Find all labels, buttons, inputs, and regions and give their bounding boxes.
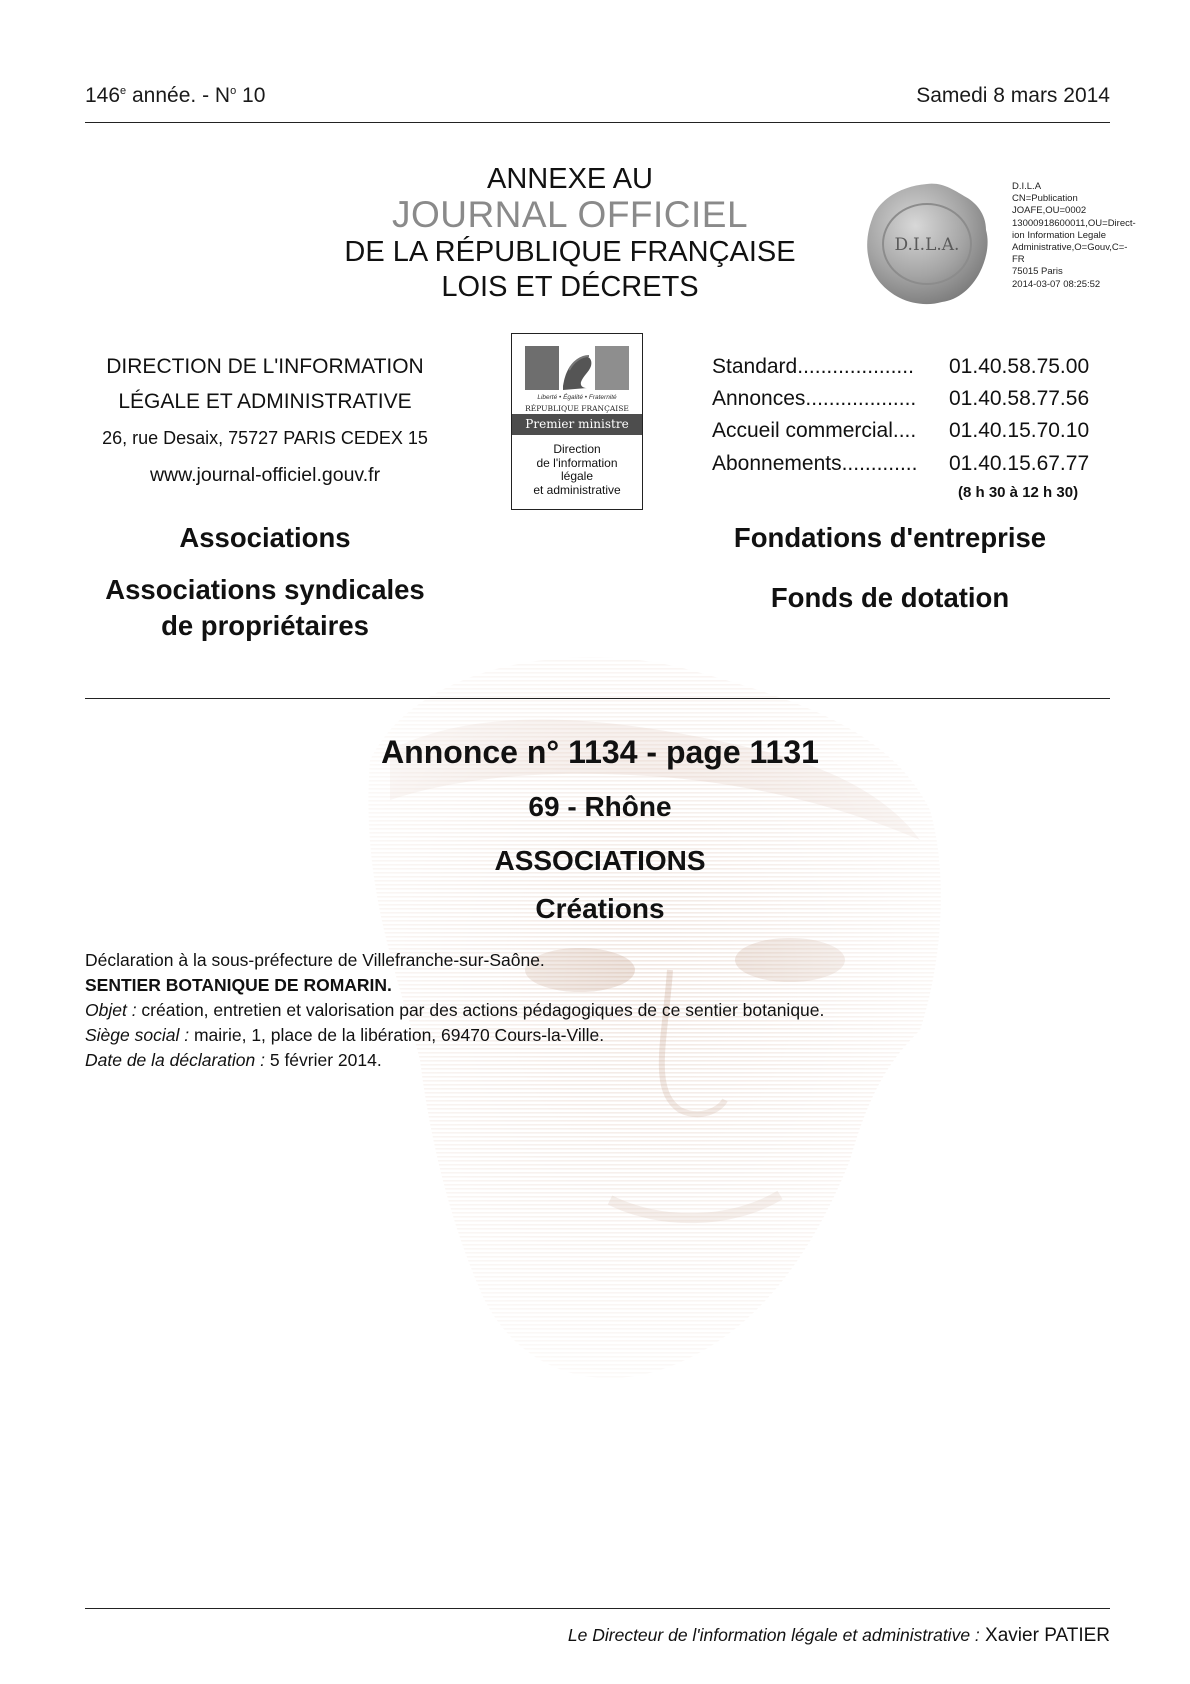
announcement-subcategory: Créations	[535, 893, 665, 924]
date-declaration-line	[85, 1050, 382, 1071]
seal-text-line: D.I.L.A	[1012, 181, 1042, 192]
seal-text-line: ion Information Legale	[1012, 229, 1107, 241]
dila-seal-icon	[862, 178, 992, 308]
association-name: SENTIER BOTANIQUE DE ROMARIN.	[85, 975, 392, 995]
direction-line2: LÉGALE ET ADMINISTRATIVE	[118, 390, 412, 413]
seal-text-line: FR	[1012, 254, 1025, 266]
issue-number: 10	[236, 84, 266, 107]
contact-dots: .............	[841, 452, 918, 475]
direction-address: 26, rue Desaix, 75727 PARIS CEDEX 15	[102, 428, 428, 448]
siege-label: Siège social :	[85, 1025, 190, 1045]
number-suffix: o	[230, 85, 237, 97]
contact-abonnements	[712, 452, 1090, 476]
logo-motto: Liberté • Égalité • Fraternité	[537, 394, 617, 401]
contact-annonces	[712, 387, 1090, 411]
contact-dots: ....	[892, 419, 917, 442]
year-suffix: e	[120, 85, 127, 97]
issue-info	[85, 84, 265, 108]
seal-label: D.I.L.A.	[894, 235, 960, 255]
contact-accueil	[712, 419, 1090, 443]
seal-text-line: 13000918600011,OU=Direct-	[1012, 217, 1136, 229]
section-divider	[85, 698, 1110, 699]
contact-number: 01.40.15.70.10	[949, 419, 1090, 442]
director-name: Xavier PATIER	[979, 1625, 1110, 1646]
siege-text: mairie, 1, place de la libération, 69470 Cours-la-Ville.	[189, 1025, 605, 1045]
seal-text-line: Administrative,O=Gouv,C=-	[1012, 242, 1128, 254]
logo-line: de l'information	[536, 455, 618, 470]
objet-text: création, entretien et valorisation par des actions pédagogiques de ce sentier botanique.	[136, 1000, 825, 1020]
seal-text-line: CN=Publication	[1012, 193, 1078, 205]
contact-dots: ....................	[797, 355, 914, 378]
objet-line	[85, 1000, 824, 1021]
title-annexe: ANNEXE AU	[487, 163, 653, 195]
section-fonds-dotation: Fonds de dotation	[770, 582, 1010, 613]
section-associations-syndicales: Associations syndicales	[105, 574, 425, 605]
contact-label: Annonces	[712, 387, 806, 410]
section-fondations: Fondations d'entreprise	[733, 522, 1047, 553]
contact-number: 01.40.58.75.00	[949, 355, 1090, 378]
section-associations: Associations	[179, 522, 351, 553]
contact-standard	[712, 355, 1090, 379]
title-journal-officiel: JOURNAL OFFICIEL	[391, 194, 749, 235]
contact-label: Abonnements	[712, 452, 842, 475]
logo-line: Direction	[553, 442, 601, 456]
website-link[interactable]: www.journal-officiel.gouv.fr	[149, 464, 381, 486]
direction-line1: DIRECTION DE L'INFORMATION	[106, 355, 424, 378]
section-proprietaires: de propriétaires	[161, 610, 369, 641]
date-declaration-text: 5 février 2014.	[264, 1050, 382, 1070]
announcement-number: Annonce n° 1134 - page 1131	[381, 734, 819, 770]
footer-label: Le Directeur de l'information légale et administrative :	[567, 1625, 980, 1645]
header-divider	[85, 122, 1110, 123]
logo-direction-text	[512, 443, 642, 497]
contact-label: Standard	[712, 355, 798, 378]
issue-date: Samedi 8 mars 2014	[916, 84, 1110, 107]
footer-signature	[568, 1625, 1110, 1647]
title-lois-decrets: LOIS ET DÉCRETS	[441, 271, 699, 303]
marianne-logo-icon	[525, 346, 629, 390]
logo-line: et administrative	[533, 482, 621, 497]
year-label: année. - N	[126, 84, 231, 107]
contact-dots: ...................	[805, 387, 917, 410]
date-declaration-label: Date de la déclaration :	[85, 1050, 265, 1070]
contact-number: 01.40.15.67.77	[949, 452, 1090, 475]
seal-signature-text	[1012, 181, 1172, 291]
seal-text-line: 75015 Paris	[1012, 266, 1063, 278]
opening-hours: (8 h 30 à 12 h 30)	[958, 484, 1079, 501]
title-republique: DE LA RÉPUBLIQUE FRANÇAISE	[344, 236, 796, 268]
logo-line: légale	[560, 469, 594, 483]
logo-premier-ministre: Premier ministre	[512, 414, 642, 435]
logo-republique: RÉPUBLIQUE FRANÇAISE	[525, 404, 629, 413]
footer-divider	[85, 1608, 1110, 1609]
announcement-category: ASSOCIATIONS	[494, 845, 706, 876]
seal-text-line: 2014-03-07 08:25:52	[1012, 278, 1101, 290]
contact-label: Accueil commercial	[712, 419, 893, 442]
contact-number: 01.40.58.77.56	[949, 387, 1090, 410]
seal-text-line: JOAFE,OU=0002	[1012, 205, 1087, 217]
premier-ministre-logo	[511, 333, 643, 510]
year-number: 146	[85, 84, 121, 107]
objet-label: Objet :	[85, 1000, 137, 1020]
declaration-line: Déclaration à la sous-préfecture de Villefranche-sur-Saône.	[85, 950, 545, 970]
announcement-department: 69 - Rhône	[528, 791, 672, 822]
siege-line	[85, 1025, 604, 1046]
